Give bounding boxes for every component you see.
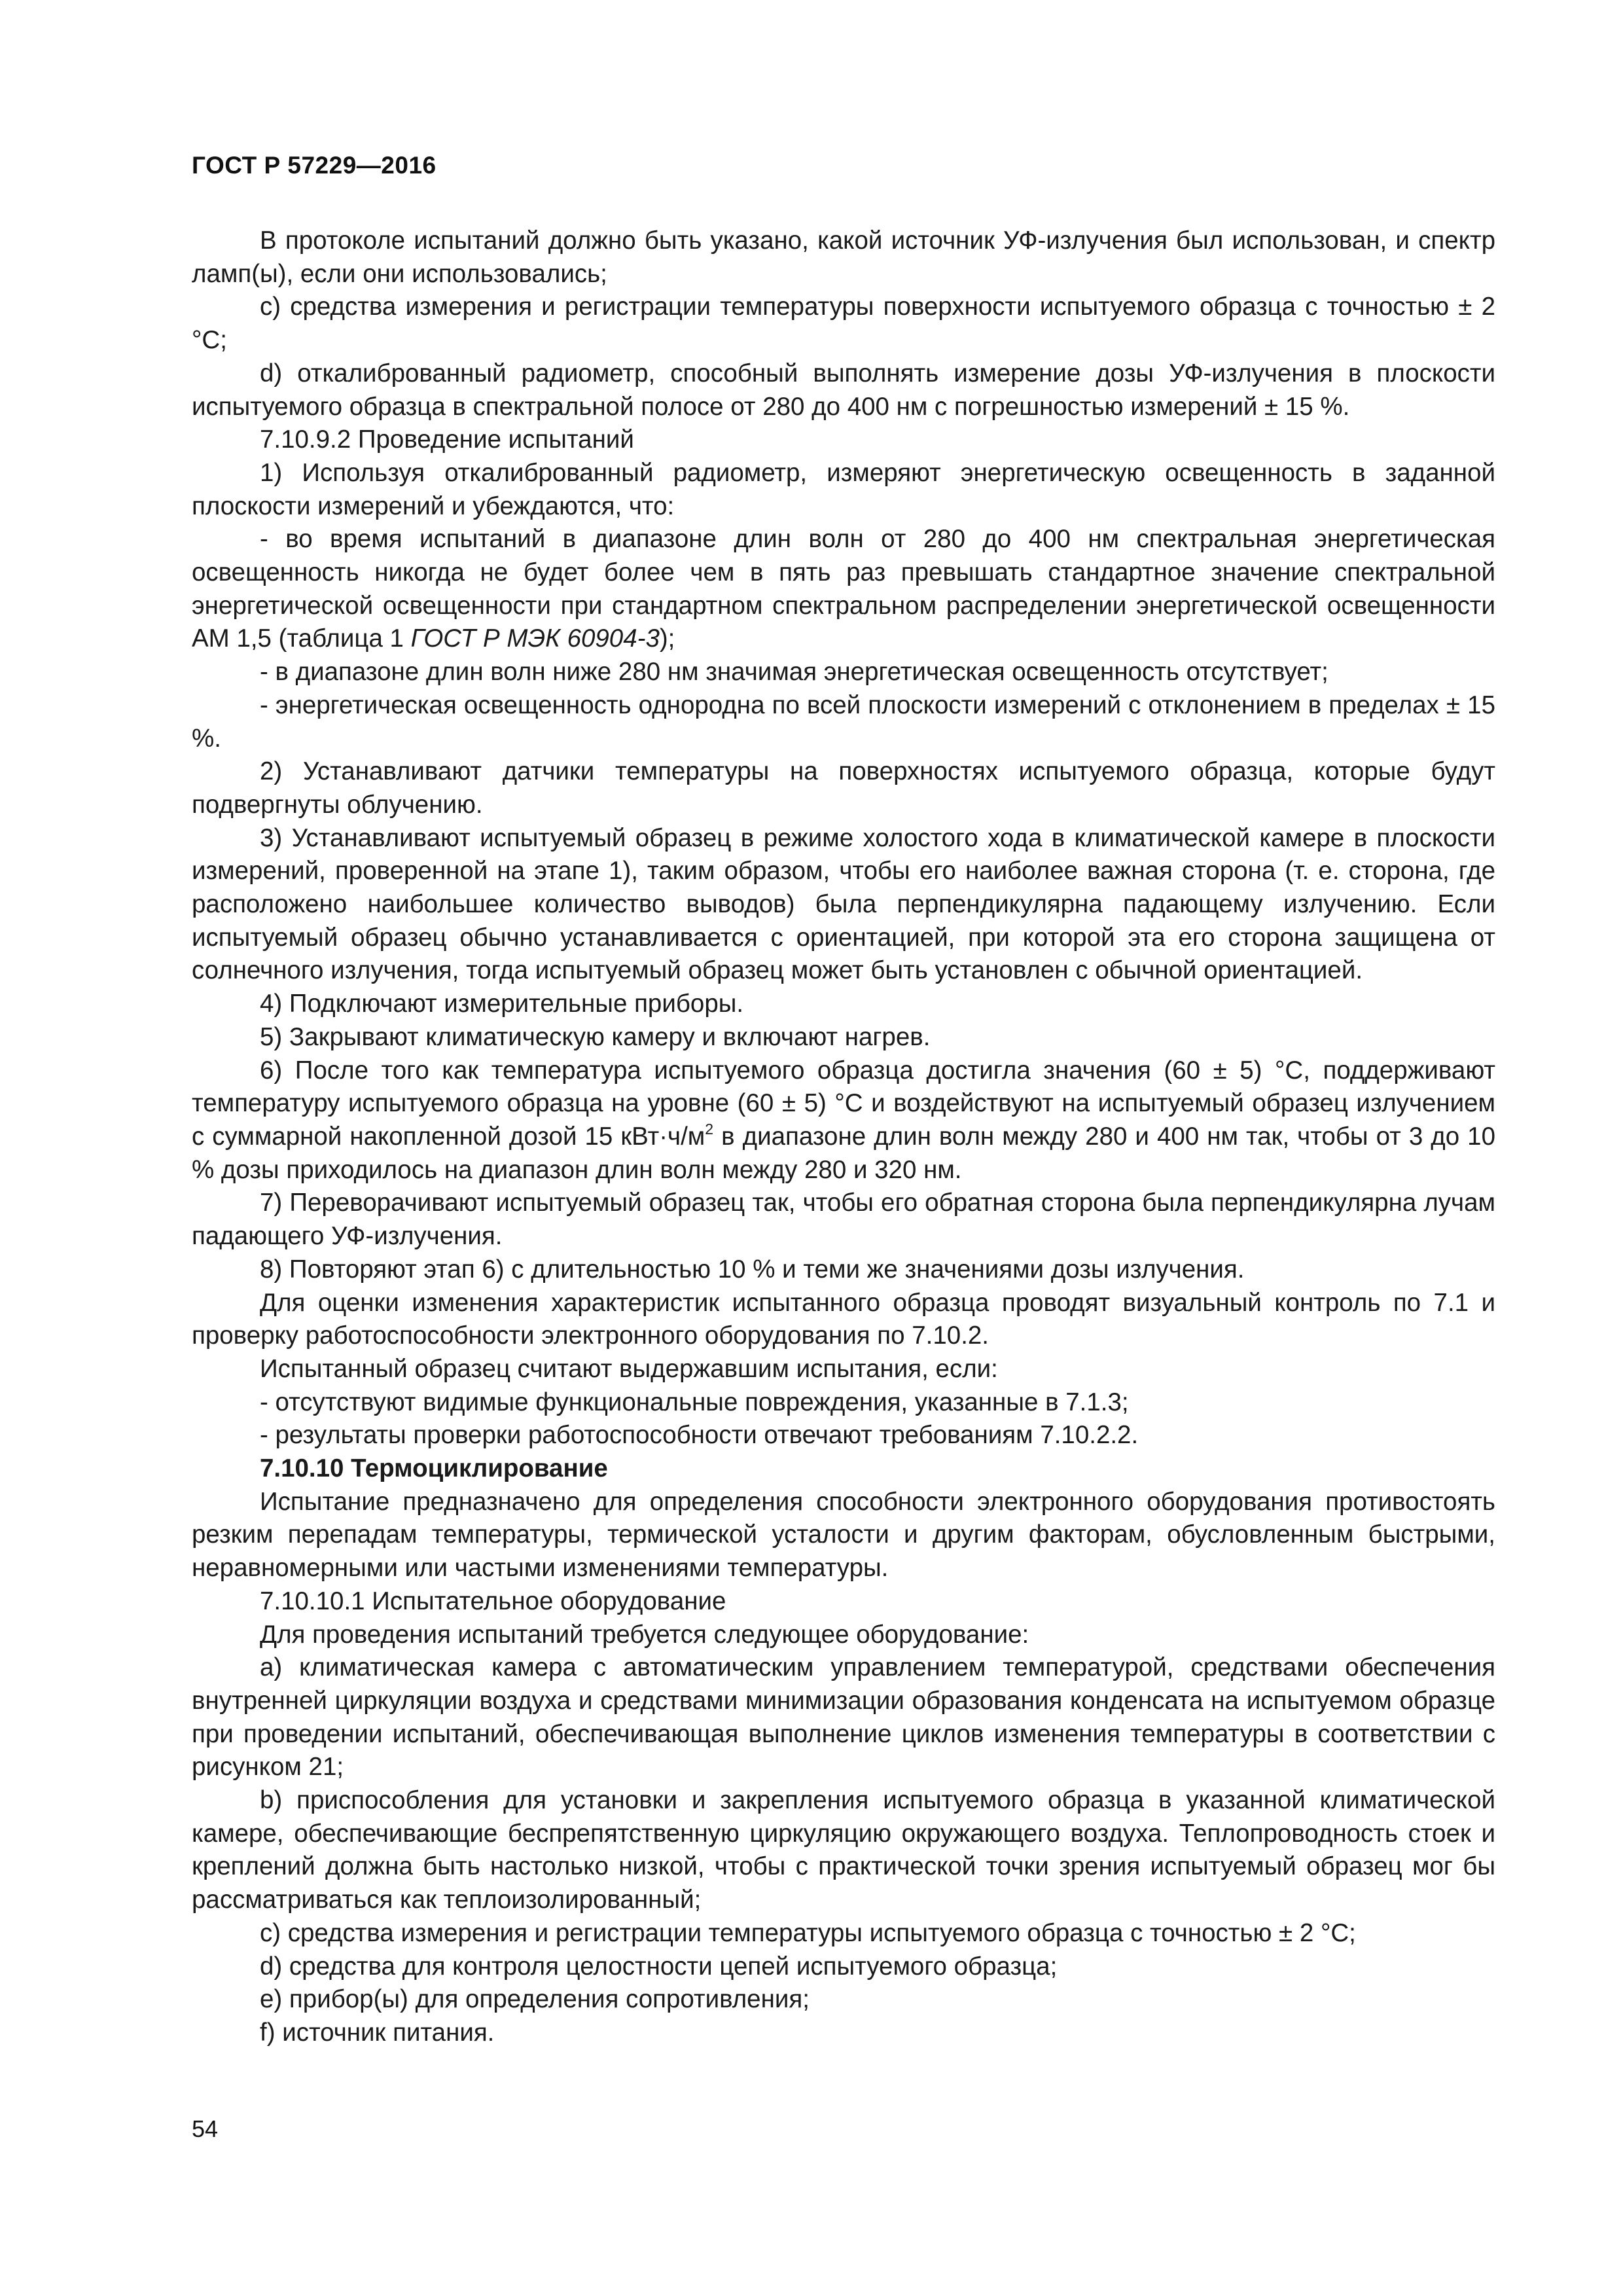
step-item: 5) Закрывают климатическую камеру и включают нагрев. bbox=[260, 1022, 931, 1051]
paragraph: Для оценки изменения характеристик испытанного образца проводят визуальный контроль по 7.1 и проверку работоспособности электронного оборудования по 7.10.2. bbox=[192, 1288, 1495, 1350]
document-body bbox=[192, 224, 1495, 2050]
list-item: d) средства для контроля целостности цепей испытуемого образца; bbox=[260, 1952, 1058, 1981]
dash-item: - энергетическая освещенность однородна по всей плоскости измерений с отклонением в пределах ± 15 %. bbox=[192, 691, 1495, 753]
list-item: b) приспособления для установки и закрепления испытуемого образца в указанной климатической камере, обеспечивающие беспрепятственную циркуляцию окружающего воздуха. Теплопроводность стоек и креплений должна быть настолько низкой, чтобы с практической точки зрения испытуемый образец мог бы рассматриваться как теплоизолированный; bbox=[192, 1786, 1495, 1914]
section-heading: 7.10.10 Термоциклирование bbox=[260, 1454, 608, 1483]
step-item: 3) Устанавливают испытуемый образец в режиме холостого хода в климатической камере в плоскости измерений, проверенной на этапе 1), таким образом, чтобы его наиболее важная сторона (т. е. сторона, где расположено наибольшее количество выводов) была перпендикулярна падающему излучению. Если испытуемый образец обычно устанавливается с ориентацией, при которой эта его сторона защищена от солнечного излучения, тогда испытуемый образец может быть установлен с обычной ориентацией. bbox=[192, 823, 1495, 985]
dash-item-text-end: ); bbox=[659, 624, 675, 653]
superscript: 2 bbox=[705, 1120, 714, 1138]
paragraph: Испытанный образец считают выдержавшим испытания, если: bbox=[260, 1354, 998, 1383]
list-item: c) средства измерения и регистрации температуры поверхности испытуемого образца с точностью ± 2 °С; bbox=[192, 293, 1495, 355]
step-item: 4) Подключают измерительные приборы. bbox=[260, 990, 744, 1018]
step-item: 8) Повторяют этап 6) с длительностью 10 % и теми же значениями дозы излучения. bbox=[260, 1255, 1245, 1283]
dash-item: - в диапазоне длин волн ниже 280 нм значимая энергетическая освещенность отсутствует; bbox=[260, 658, 1329, 687]
page-number: 54 bbox=[192, 2115, 219, 2142]
subsection-title: 7.10.10.1 Испытательное оборудование bbox=[260, 1587, 726, 1615]
list-item: e) прибор(ы) для определения сопротивления; bbox=[260, 1985, 810, 2014]
step-item-text: 6) После того как температура испытуемого образца достигла значения (60 ± 5) °С, поддерживают температуру испытуемого образца на уровне (60 ± 5) °С и воздействуют на испытуемый образец излучением с суммарной накопленной дозой 15 кВт·ч/м bbox=[192, 1056, 1495, 1151]
list-item: a) климатическая камера с автоматическим управлением температурой, средствами обеспечения внутренней циркуляции воздуха и средствами минимизации образования конденсата на испытуемом образце при проведении испытаний, обеспечивающая выполнение циклов изменения температуры в соответствии с рисунком 21; bbox=[192, 1653, 1495, 1782]
paragraph: Испытание предназначено для определения способности электронного оборудования противостоять резким перепадам температуры, термической усталости и другим факторам, обусловленным быстрыми, неравномерными или частыми изменениями температуры. bbox=[192, 1487, 1495, 1583]
dash-item: - отсутствуют видимые функциональные повреждения, указанные в 7.1.3; bbox=[260, 1388, 1129, 1416]
step-item-text-end: в диапазоне длин волн между 280 и 400 нм так, чтобы от 3 до 10 % дозы приходилось на диапазон длин волн между 280 и 320 нм. bbox=[192, 1122, 1495, 1184]
step-item: 2) Устанавливают датчики температуры на поверхностях испытуемого образца, которые будут подвергнуты облучению. bbox=[192, 757, 1495, 819]
step-item bbox=[192, 1054, 1495, 1187]
dash-item: - результаты проверки работоспособности отвечают требованиям 7.10.2.2. bbox=[260, 1421, 1139, 1450]
list-item: f) источник питания. bbox=[260, 2018, 495, 2047]
dash-item bbox=[192, 523, 1495, 656]
step-item: 7) Переворачивают испытуемый образец так, чтобы его обратная сторона была перпендикулярна лучам падающего УФ-излучения. bbox=[192, 1189, 1495, 1251]
list-item: d) откалиброванный радиометр, способный выполнять измерение дозы УФ-излучения в плоскости испытуемого образца в спектральной полосе от 280 до 400 нм с погрешностью измерений ± 15 %. bbox=[192, 359, 1495, 421]
document-code-header: ГОСТ Р 57229—2016 bbox=[192, 152, 437, 179]
paragraph: В протоколе испытаний должно быть указано, какой источник УФ-излучения был использован, и спектр ламп(ы), если они использовались; bbox=[192, 226, 1495, 288]
step-item: 1) Используя откалиброванный радиометр, измеряют энергетическую освещенность в заданной плоскости измерений и убеждаются, что: bbox=[192, 458, 1495, 520]
subsection-title: 7.10.9.2 Проведение испытаний bbox=[260, 425, 634, 454]
standard-reference: ГОСТ Р МЭК 60904-3 bbox=[410, 624, 660, 653]
list-item: c) средства измерения и регистрации температуры испытуемого образца с точностью ± 2 °С; bbox=[260, 1918, 1356, 1947]
dash-item-text: - во время испытаний в диапазоне длин волн от 280 до 400 нм спектральная энергетическая освещенность никогда не будет более чем в пять раз превышать стандартное значение спектральной энергетической освещенности при стандартном спектральном распределении энергетической освещенности AM 1,5 (таблица 1 bbox=[192, 525, 1495, 653]
paragraph: Для проведения испытаний требуется следующее оборудование: bbox=[260, 1620, 1029, 1649]
